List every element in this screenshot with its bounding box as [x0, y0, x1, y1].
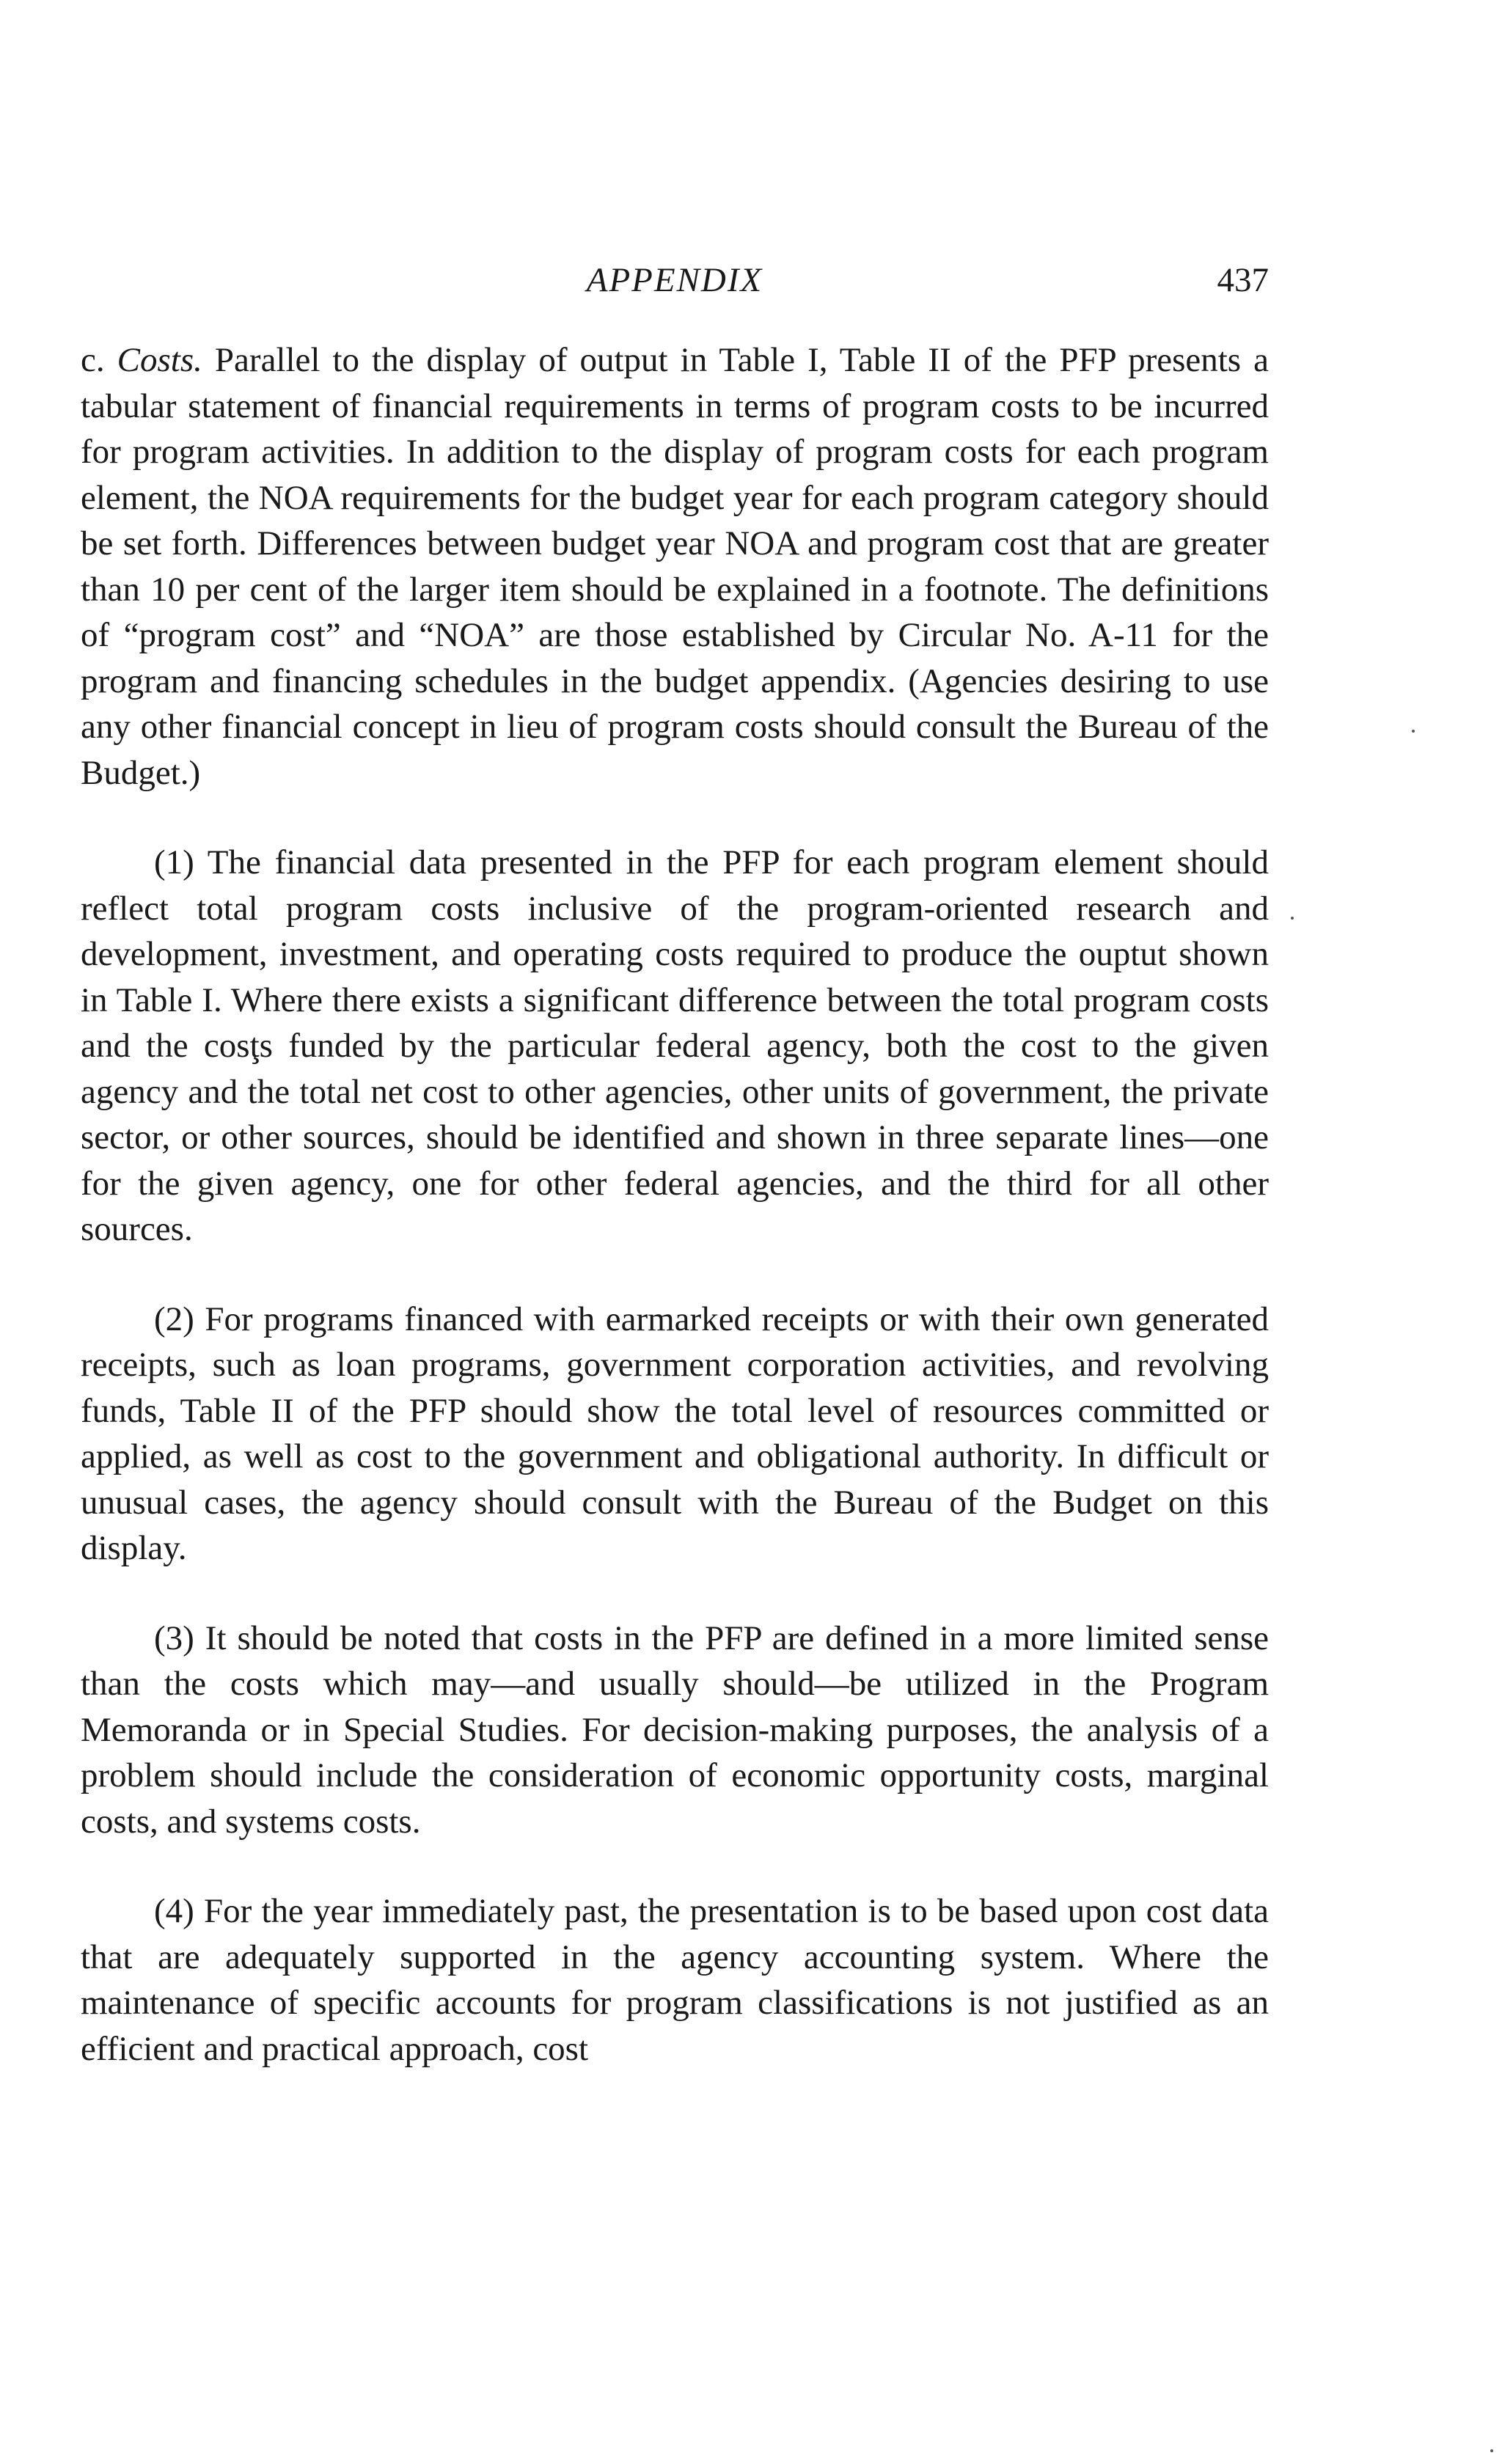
- paragraph-text: Parallel to the display of output in Table I, Table II of the PFP presents a tabular statement of financial requirements in terms of program costs to be incurred for program activities. In addition to the display of program costs for each program element, the NOA requirements for the budget year for each program category should be set forth. Differences between budget year NOA and program cost that are greater than 10 per cent of the larger item should be explained in a footnote. The definitions of “program cost” and “NOA” are those established by Circular No. A-11 for the program and financing schedules in the budget appendix. (Agencies desiring to use any other financial concept in lieu of program costs should consult the Bureau of the Budget.): [81, 341, 1269, 792]
- paragraph-label: [81, 341, 202, 379]
- paragraph-1: (1) The financial data presented in the PFP for each program element should reflect total program costs inclusive of the program-oriented research and development, investment, and operating costs required to produce the ouptut shown in Table I. Where there exists a significant difference between the total program costs and the cosţs funded by the particular federal agency, both the cost to the given agency and the total net cost to other agencies, other units of government, the private sector, or other sources, should be identified and shown in three separate lines—one for the given agency, one for other federal agencies, and the third for all other sources.: [81, 843, 1269, 1248]
- paragraph-3: (3) It should be noted that costs in the PFP are defined in a more limited sense than the costs which may—and usually should—be utilized in the Program Memoranda or in Special Studies. For decision-making purposes, the analysis of a problem should include the consideration of economic opportunity costs, marginal costs, and systems costs.: [81, 1618, 1269, 1841]
- scan-speck: [1291, 917, 1294, 920]
- paragraph-4: (4) For the year immediately past, the presentation is to be based upon cost data that are adequately supported in the agency accounting system. Where the maintenance of specific accounts for program classifications is not justified as an efficient and practical approach, cost: [81, 1892, 1269, 2068]
- scan-speck: [1490, 2449, 1493, 2452]
- running-head: [81, 260, 1269, 304]
- paragraph-costs: [81, 337, 1269, 796]
- paragraph-label-prefix: c.: [81, 341, 117, 379]
- body-text: [81, 337, 1269, 2116]
- paragraph-2: (2) For programs financed with earmarked receipts or with their own generated receipts, such as loan programs, government corporation activities, and revolving funds, Table II of the PFP should show the total level of resources committed or applied, as well as cost to the government and obligational authority. In difficult or unusual cases, the agency should consult with the Bureau of the Budget on this display.: [81, 1299, 1269, 1567]
- page-number: 437: [1217, 261, 1269, 299]
- scan-speck: [1412, 730, 1415, 733]
- running-title: APPENDIX: [586, 261, 763, 299]
- paragraph-label-italic: Costs.: [117, 341, 202, 379]
